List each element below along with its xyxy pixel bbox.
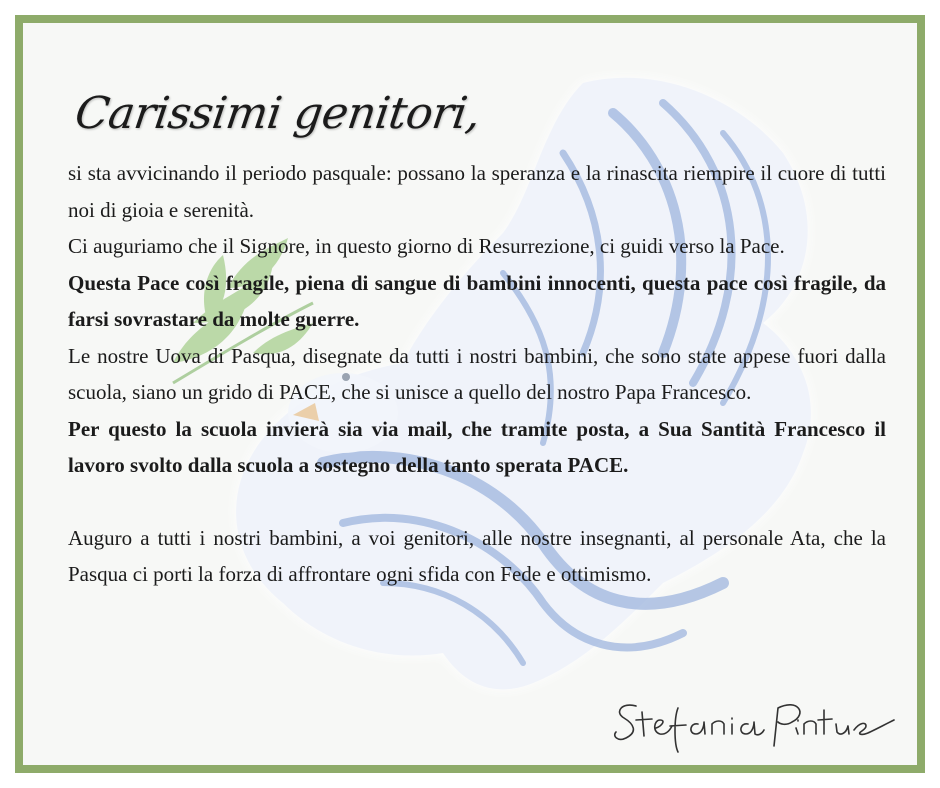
- paragraph-1: si sta avvicinando il periodo pasquale: possano la speranza e la rinascita riempire il cuore di tutti noi di gioia e serenità.: [68, 161, 886, 222]
- letter-frame: [15, 15, 925, 773]
- paragraph-spacer: [68, 484, 886, 520]
- paragraph-2: Ci auguriamo che il Signore, in questo giorno di Resurrezione, ci guidi verso la Pace.: [68, 234, 785, 258]
- handwritten-signature-icon: [608, 688, 898, 758]
- paragraph-6: Auguro a tutti i nostri bambini, a voi genitori, alle nostre insegnanti, al personale Ata, che la Pasqua ci porti la forza di affrontare ogni sfida con Fede e ottimismo.: [68, 525, 886, 586]
- paragraph-4: Le nostre Uova di Pasqua, disegnate da tutti i nostri bambini, che sono state appese fuori dalla scuola, siano un grido di PACE, che si unisce a quello del nostro Papa Francesco.: [68, 343, 886, 404]
- paragraph-3-bold: Questa Pace così fragile, piena di sangue di bambini innocenti, questa pace così fragile, da farsi sovrastare da molte guerre.: [68, 270, 886, 331]
- letter-body: [68, 75, 886, 593]
- greeting-heading: Carissimi genitori,: [71, 88, 484, 139]
- paragraph-5-bold: Per questo la scuola invierà sia via mail, che tramite posta, a Sua Santità Francesco il lavoro svolto dalla scuola a sostegno della tanto sperata PACE.: [68, 416, 886, 477]
